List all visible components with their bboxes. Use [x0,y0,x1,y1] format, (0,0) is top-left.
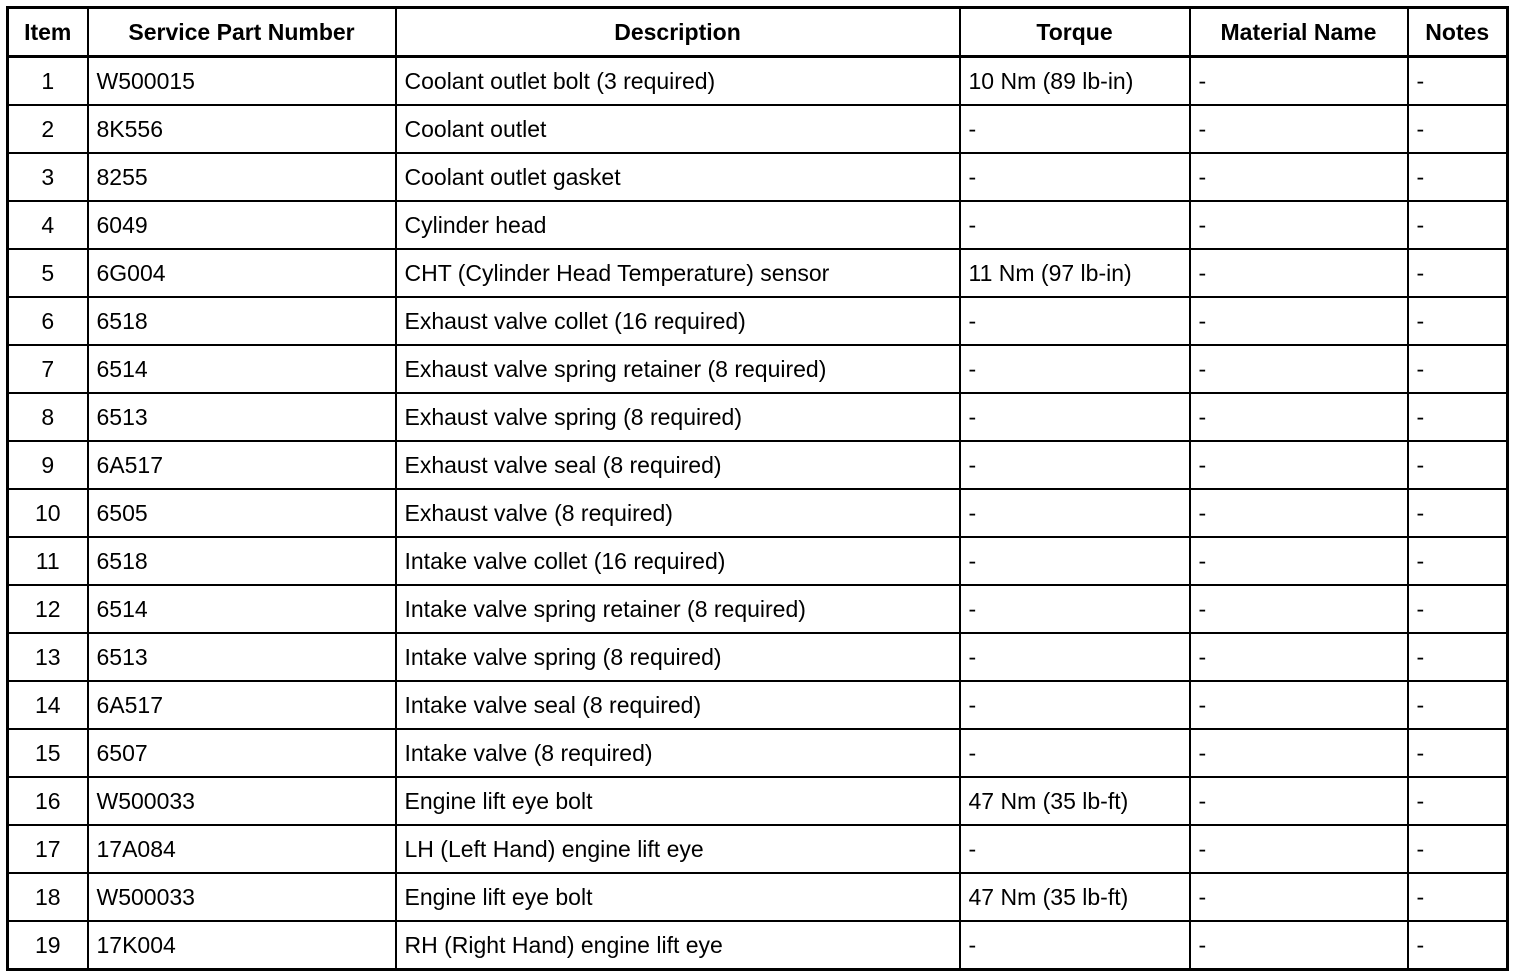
cell-description: Intake valve seal (8 required) [396,681,960,729]
cell-description: Intake valve (8 required) [396,729,960,777]
cell-notes: - [1408,489,1508,537]
cell-torque: - [960,633,1190,681]
cell-service-part-number: 6514 [88,345,396,393]
cell-item: 7 [8,345,88,393]
cell-torque: 10 Nm (89 lb-in) [960,57,1190,106]
cell-item: 11 [8,537,88,585]
cell-description: Coolant outlet bolt (3 required) [396,57,960,106]
cell-notes: - [1408,633,1508,681]
cell-torque: - [960,345,1190,393]
cell-service-part-number: 6A517 [88,681,396,729]
cell-torque: - [960,825,1190,873]
cell-torque: - [960,201,1190,249]
cell-description: Engine lift eye bolt [396,777,960,825]
cell-item: 15 [8,729,88,777]
cell-notes: - [1408,537,1508,585]
cell-torque: - [960,153,1190,201]
cell-notes: - [1408,345,1508,393]
cell-service-part-number: 6518 [88,297,396,345]
cell-description: Exhaust valve seal (8 required) [396,441,960,489]
parts-table [6,6,1509,971]
header-notes: Notes [1408,8,1508,57]
cell-notes: - [1408,57,1508,106]
table-row [8,249,1508,297]
cell-service-part-number: 8K556 [88,105,396,153]
cell-material-name: - [1190,105,1408,153]
table-row [8,297,1508,345]
cell-description: Exhaust valve collet (16 required) [396,297,960,345]
cell-service-part-number: 17A084 [88,825,396,873]
cell-notes: - [1408,153,1508,201]
cell-service-part-number: 17K004 [88,921,396,970]
cell-service-part-number: 6A517 [88,441,396,489]
cell-material-name: - [1190,153,1408,201]
cell-description: RH (Right Hand) engine lift eye [396,921,960,970]
cell-notes: - [1408,297,1508,345]
table-row [8,201,1508,249]
header-material-name: Material Name [1190,8,1408,57]
cell-material-name: - [1190,489,1408,537]
cell-material-name: - [1190,633,1408,681]
cell-description: Exhaust valve spring (8 required) [396,393,960,441]
table-row [8,825,1508,873]
table-row [8,441,1508,489]
cell-item: 16 [8,777,88,825]
table-row [8,489,1508,537]
cell-notes: - [1408,105,1508,153]
cell-notes: - [1408,825,1508,873]
cell-item: 9 [8,441,88,489]
cell-material-name: - [1190,393,1408,441]
table-row [8,777,1508,825]
cell-torque: 47 Nm (35 lb-ft) [960,873,1190,921]
cell-notes: - [1408,873,1508,921]
cell-torque: - [960,393,1190,441]
cell-torque: - [960,105,1190,153]
cell-notes: - [1408,729,1508,777]
cell-notes: - [1408,585,1508,633]
cell-material-name: - [1190,825,1408,873]
cell-item: 12 [8,585,88,633]
cell-torque: - [960,537,1190,585]
table-row [8,633,1508,681]
cell-notes: - [1408,441,1508,489]
cell-service-part-number: W500015 [88,57,396,106]
cell-notes: - [1408,921,1508,970]
cell-material-name: - [1190,537,1408,585]
cell-item: 2 [8,105,88,153]
cell-service-part-number: 6049 [88,201,396,249]
cell-description: Exhaust valve (8 required) [396,489,960,537]
cell-material-name: - [1190,249,1408,297]
cell-item: 5 [8,249,88,297]
cell-description: Intake valve spring (8 required) [396,633,960,681]
cell-item: 3 [8,153,88,201]
table-row [8,345,1508,393]
cell-description: Coolant outlet gasket [396,153,960,201]
cell-notes: - [1408,681,1508,729]
cell-material-name: - [1190,441,1408,489]
cell-item: 6 [8,297,88,345]
cell-item: 4 [8,201,88,249]
cell-material-name: - [1190,777,1408,825]
cell-item: 18 [8,873,88,921]
cell-description: Exhaust valve spring retainer (8 required) [396,345,960,393]
cell-description: Cylinder head [396,201,960,249]
cell-material-name: - [1190,681,1408,729]
cell-description: Intake valve spring retainer (8 required) [396,585,960,633]
cell-description: CHT (Cylinder Head Temperature) sensor [396,249,960,297]
cell-material-name: - [1190,921,1408,970]
cell-notes: - [1408,777,1508,825]
cell-item: 1 [8,57,88,106]
cell-service-part-number: 6G004 [88,249,396,297]
cell-description: Intake valve collet (16 required) [396,537,960,585]
table-body [8,57,1508,970]
cell-service-part-number: 6518 [88,537,396,585]
cell-item: 8 [8,393,88,441]
cell-item: 17 [8,825,88,873]
table-row [8,729,1508,777]
cell-description: Engine lift eye bolt [396,873,960,921]
cell-notes: - [1408,201,1508,249]
cell-service-part-number: 6513 [88,393,396,441]
header-torque: Torque [960,8,1190,57]
table-row [8,153,1508,201]
table-row [8,393,1508,441]
cell-torque: - [960,489,1190,537]
table-row [8,921,1508,970]
cell-material-name: - [1190,585,1408,633]
table-row [8,537,1508,585]
cell-service-part-number: 6513 [88,633,396,681]
cell-notes: - [1408,393,1508,441]
cell-service-part-number: 6514 [88,585,396,633]
cell-torque: - [960,921,1190,970]
cell-material-name: - [1190,57,1408,106]
cell-item: 13 [8,633,88,681]
cell-material-name: - [1190,345,1408,393]
cell-material-name: - [1190,201,1408,249]
cell-service-part-number: 6505 [88,489,396,537]
table-header-row [8,8,1508,57]
cell-description: LH (Left Hand) engine lift eye [396,825,960,873]
cell-torque: - [960,729,1190,777]
cell-torque: - [960,297,1190,345]
cell-item: 10 [8,489,88,537]
cell-material-name: - [1190,729,1408,777]
cell-torque: - [960,681,1190,729]
cell-notes: - [1408,249,1508,297]
table-row [8,585,1508,633]
cell-torque: 47 Nm (35 lb-ft) [960,777,1190,825]
cell-description: Coolant outlet [396,105,960,153]
cell-service-part-number: W500033 [88,873,396,921]
cell-service-part-number: 8255 [88,153,396,201]
cell-material-name: - [1190,297,1408,345]
cell-service-part-number: 6507 [88,729,396,777]
cell-service-part-number: W500033 [88,777,396,825]
header-description: Description [396,8,960,57]
table-row [8,57,1508,106]
cell-material-name: - [1190,873,1408,921]
cell-torque: 11 Nm (97 lb-in) [960,249,1190,297]
cell-item: 19 [8,921,88,970]
table-row [8,105,1508,153]
cell-item: 14 [8,681,88,729]
header-item: Item [8,8,88,57]
header-service-part-number: Service Part Number [88,8,396,57]
cell-torque: - [960,585,1190,633]
table-row [8,873,1508,921]
cell-torque: - [960,441,1190,489]
table-row [8,681,1508,729]
